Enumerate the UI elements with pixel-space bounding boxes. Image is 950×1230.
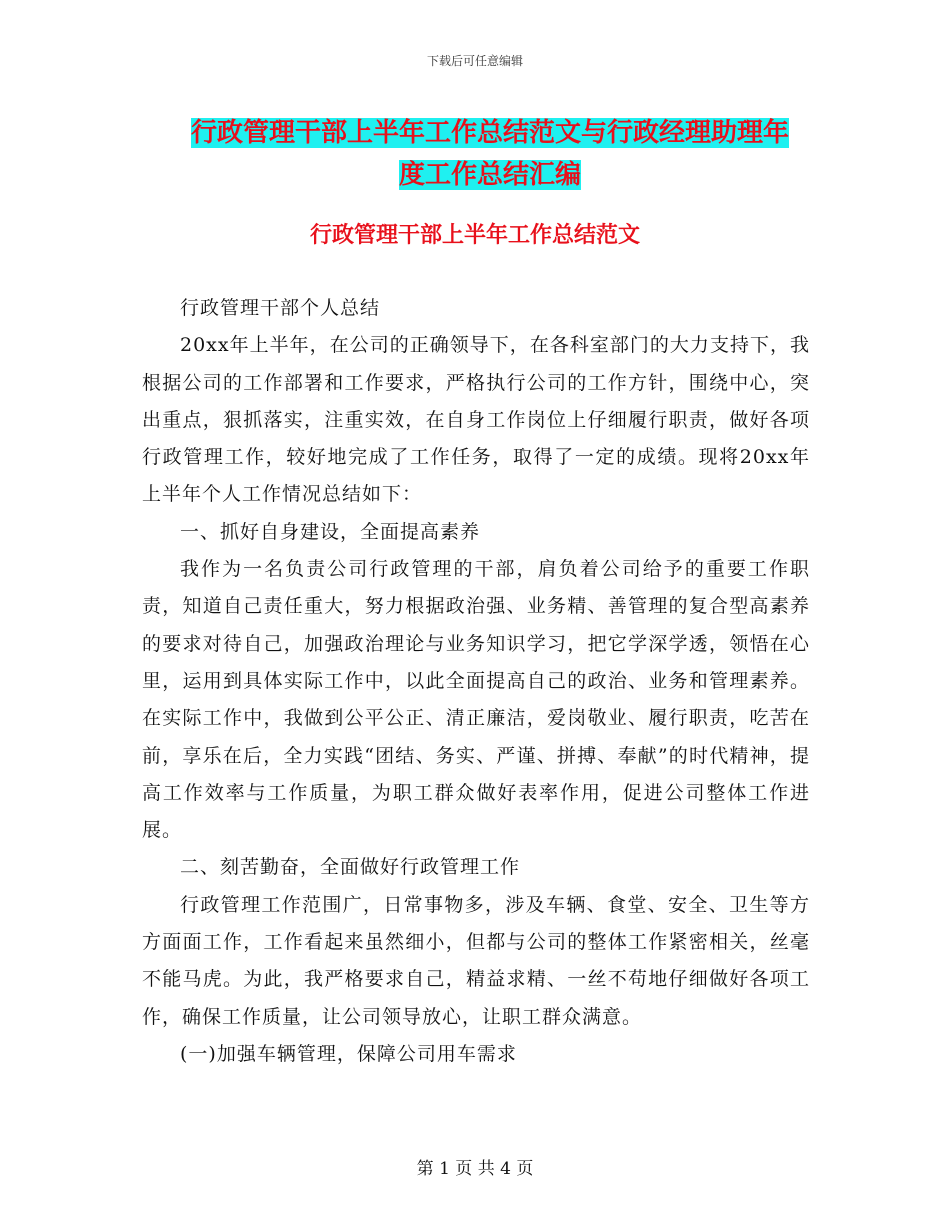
paragraph: 20xx年上半年，在公司的正确领导下，在各科室部门的大力支持下，我根据公司的工作部署和工作要求，严格执行公司的工作方针，围绕中心，突出重点，狠抓落实，注重实效，在自身工作岗位上仔细履行职责，做好各项行政管理工作，较好地完成了工作任务，取得了一定的成绩。现将20xx年上半年个人工作情况总结如下： (142, 334, 810, 506)
main-title-line-2: 度工作总结汇编 (398, 160, 581, 190)
header-note: 下载后可任意编辑 (426, 54, 523, 68)
section-heading: 二、刻苦勤奋，全面做好行政管理工作 (180, 856, 521, 879)
paragraph: 行政管理干部个人总结 (180, 297, 381, 319)
main-title-line-1: 行政管理干部上半年工作总结范文与行政经理助理年 (190, 118, 789, 148)
subsection-heading: (一)加强车辆管理，保障公司用车需求 (180, 1042, 517, 1065)
page-footer: 第 1 页 共 4 页 (416, 1159, 534, 1179)
paragraph: 行政管理工作范围广，日常事物多，涉及车辆、食堂、安全、卫生等方方面面工作，工作看起来虽然细小，但都与公司的整体工作紧密相关，丝毫不能马虎。为此，我严格要求自己，精益求精、一丝不苟地仔细做好各项工作，确保工作质量，让公司领导放心，让职工群众满意。 (142, 893, 810, 1028)
section-title: 行政管理干部上半年工作总结范文 (309, 223, 640, 248)
section-heading: 一、抓好自身建设，全面提高素养 (180, 520, 481, 543)
paragraph: 我作为一名负责公司行政管理的干部，肩负着公司给予的重要工作职责，知道自己责任重大，努力根据政治强、业务精、善管理的复合型高素养的要求对待自己，加强政治理论与业务知识学习，把它学深学透，领悟在心里，运用到具体实际工作中，以此全面提高自己的政治、业务和管理素养。在实际工作中，我做到公平公正、清正廉洁，爱岗敬业、履行职责，吃苦在前，享乐在后，全力实践“团结、务实、严谨、拼搏、奉献”的时代精神，提高工作效率与工作质量，为职工群众做好表率作用，促进公司整体工作进展。 (142, 558, 810, 842)
body-text (142, 290, 810, 1073)
main-title (140, 112, 840, 196)
